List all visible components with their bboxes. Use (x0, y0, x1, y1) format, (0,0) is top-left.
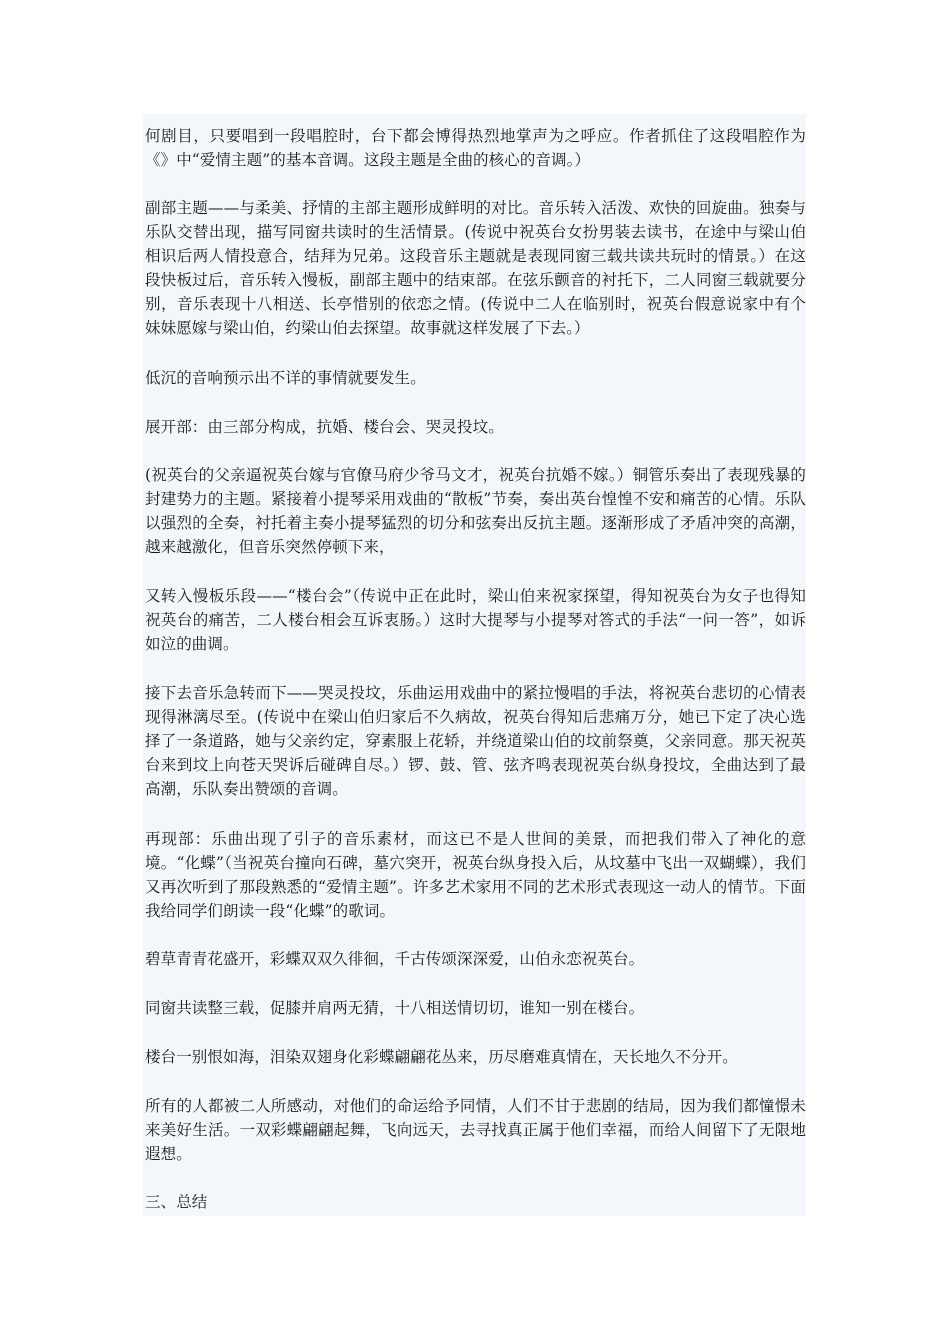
paragraph-ominous-sound: 低沉的音响预示出不详的事情就要发生。 (145, 369, 426, 387)
lyric-line-2: 同窗共读整三载，促膝并肩两无猜，十八相送情切切，谁知一别在楼台。 (145, 999, 645, 1017)
lyric-line-1: 碧草青青花盛开，彩蝶双双久徘徊，千古传颂深深爱，山伯永恋祝英台。 (145, 950, 645, 968)
document-body (143, 114, 806, 1216)
paragraph-recapitulation: 再现部：乐曲出现了引子的音乐素材，而这已不是人世间的美景，而把我们带入了神化的意境。“化蝶”（当祝英台撞向石碑，墓穴突开，祝英台纵身投入后，从坟墓中飞出一双蝴蝶），我们又再次听到了那段熟悉的“爱情主题”。许多艺术家用不同的艺术形式表现这一动人的情节。下面我给同学们朗读一段“化蝶”的歌词。 (145, 830, 806, 920)
paragraph-secondary-theme: 副部主题——与柔美、抒情的主部主题形成鲜明的对比。音乐转入活泼、欢快的回旋曲。独奏与乐队交替出现，描写同窗共读时的生活情景。(传说中祝英台女扮男装去读书，在途中与梁山伯相识后两人情投意合，结拜为兄弟。这段音乐主题就是表现同窗三载共读共玩时的情景。）在这段快板过后，音乐转入慢板，副部主题中的结束部。在弦乐颤音的衬托下，二人同窗三载就要分别，音乐表现十八相送、长亭惜别的依恋之情。(传说中二人在临别时，祝英台假意说家中有个妹妹愿嫁与梁山伯，约梁山伯去探望。故事就这样发展了下去。） (145, 199, 806, 337)
section-heading-summary: 三、总结 (145, 1193, 208, 1211)
paragraph-tower-meeting: 又转入慢板乐段——“楼台会”（传说中正在此时，梁山伯来祝家探望，得知祝英台为女子也得知祝英台的痛苦，二人楼台相会互诉衷肠。）这时大提琴与小提琴对答式的手法“一问一答”，如诉如泣的曲调。 (145, 587, 806, 653)
paragraph-mourning-grave: 接下去音乐急转而下——哭灵投坟，乐曲运用戏曲中的紧拉慢唱的手法，将祝英台悲切的心情表现得淋漓尽至。(传说中在梁山伯归家后不久病故，祝英台得知后悲痛万分，她已下定了决心选择了一条道路，她与父亲约定，穿素服上花轿，并绕道梁山伯的坟前祭奠，父亲同意。那天祝英台来到坟上向苍天哭诉后碰碑自尽。）锣、鼓、管、弦齐鸣表现祝英台纵身投坟，全曲达到了最高潮，乐队奏出赞颂的音调。 (145, 684, 806, 798)
paragraph-conclusion-butterflies: 所有的人都被二人所感动，对他们的命运给予同情，人们不甘于悲剧的结局，因为我们都憧憬未来美好生活。一双彩蝶翩翩起舞，飞向远天，去寻找真正属于他们幸福，而给人间留下了无限地遐想。 (145, 1097, 806, 1163)
paragraph-love-theme-ending: 何剧目，只要唱到一段唱腔时，台下都会博得热烈地掌声为之呼应。作者抓住了这段唱腔作为《》中“爱情主题”的基本音调。这段主题是全曲的核心的音调。） (145, 127, 806, 169)
paragraph-development-intro: 展开部：由三部分构成，抗婚、楼台会、哭灵投坟。 (145, 418, 504, 436)
lyric-line-3: 楼台一别恨如海，泪染双翅身化彩蝶翩翩花丛来，历尽磨难真情在，天长地久不分开。 (145, 1048, 738, 1066)
paragraph-resisting-marriage: (祝英台的父亲逼祝英台嫁与官僚马府少爷马文才，祝英台抗婚不嫁。）铜管乐奏出了表现残暴的封建势力的主题。紧接着小提琴采用戏曲的“散板”节奏，奏出英台惶惶不安和痛苦的心情。乐队以强烈的全奏，衬托着主奏小提琴猛烈的切分和弦奏出反抗主题。逐渐形成了矛盾冲突的高潮，越来越激化，但音乐突然停顿下来， (145, 466, 806, 556)
